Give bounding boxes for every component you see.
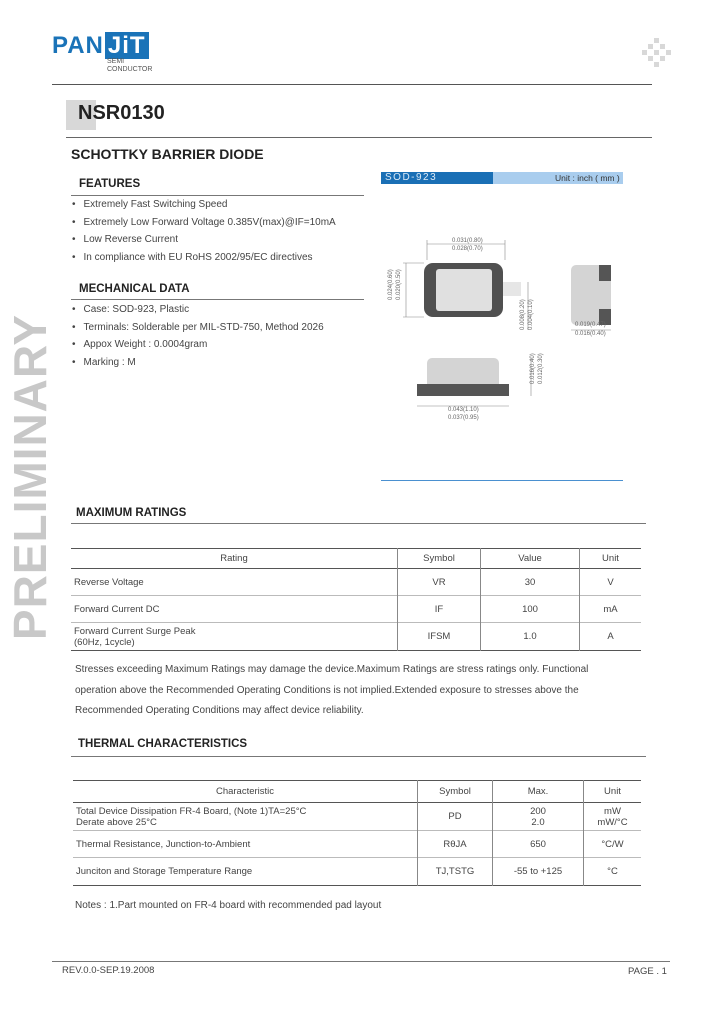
rating-line1: Forward Current Surge Peak bbox=[74, 625, 196, 637]
package-outline-drawing bbox=[381, 230, 626, 430]
max-ratings-rule bbox=[71, 523, 646, 524]
dim-side-a: 0.019(0.47) bbox=[575, 322, 606, 328]
table-row bbox=[71, 596, 641, 623]
unit-line1: mW bbox=[604, 805, 621, 817]
footer-divider bbox=[52, 961, 670, 962]
stress-note-line: operation above the Recommended Operating Conditions is not implied.Extended exposure to stresses above the bbox=[75, 684, 579, 696]
cell-unit: mA bbox=[603, 603, 618, 615]
part-number: NSR0130 bbox=[78, 102, 165, 124]
cell-rating bbox=[71, 623, 398, 651]
thermal-table bbox=[73, 780, 641, 886]
mechanical-list bbox=[72, 304, 324, 374]
cell-value: 1.0 bbox=[481, 623, 580, 651]
cell-unit: A bbox=[607, 631, 614, 642]
stress-note-line: Recommended Operating Conditions may affect device reliability. bbox=[75, 705, 364, 716]
char-line2: Derate above 25°C bbox=[76, 816, 157, 828]
cell-unit: °C bbox=[607, 866, 618, 877]
cell-max: -55 to +125 bbox=[493, 858, 584, 886]
list-item: • In compliance with EU RoHS 2002/95/EC directives bbox=[72, 252, 336, 270]
list-item: • Appox Weight : 0.0004gram bbox=[72, 339, 324, 357]
package-name: SOD-923 bbox=[381, 172, 493, 184]
logo-pan: PAN bbox=[52, 32, 104, 59]
table-row bbox=[73, 803, 641, 831]
company-logo bbox=[52, 32, 149, 60]
cell-value: 30 bbox=[481, 569, 580, 596]
dim-top-width2: 0.028(0.70) bbox=[452, 246, 483, 252]
device-type-title: SCHOTTKY BARRIER DIODE bbox=[71, 146, 264, 162]
unit-line2: mW/°C bbox=[597, 816, 628, 828]
max-ratings-heading: MAXIMUM RATINGS bbox=[76, 507, 187, 519]
header-symbol: Symbol bbox=[398, 549, 481, 569]
cell-symbol: TJ,TSTG bbox=[418, 858, 493, 886]
notes: Notes : 1.Part mounted on FR-4 board with recommended pad layout bbox=[75, 900, 382, 911]
thermal-heading: THERMAL CHARACTERISTICS bbox=[78, 738, 248, 750]
max-line1: 200 bbox=[530, 805, 546, 817]
list-item: • Extremely Fast Switching Speed bbox=[72, 199, 336, 217]
cell-unit: °C/W bbox=[601, 838, 624, 850]
list-item: • Extremely Low Forward Voltage 0.385V(max)@IF=10mA bbox=[72, 217, 336, 235]
header-symbol: Symbol bbox=[418, 781, 493, 803]
cell-symbol: PD bbox=[418, 803, 493, 831]
corner-dots-decoration bbox=[642, 38, 672, 68]
dim-height-b: 0.020(0.50) bbox=[396, 269, 402, 300]
package-bottom-rule bbox=[381, 480, 623, 481]
features-list bbox=[72, 199, 336, 269]
table-row bbox=[73, 831, 641, 858]
revision-label: REV.0.0-SEP.19.2008 bbox=[62, 965, 155, 976]
header-divider bbox=[52, 84, 652, 85]
max-line2: 2.0 bbox=[531, 816, 545, 828]
header-characteristic: Characteristic bbox=[73, 781, 418, 803]
dim-pad-a: 0.008(0.20) bbox=[520, 299, 526, 330]
table-header-row bbox=[73, 781, 641, 803]
stress-note bbox=[75, 660, 645, 722]
package-unit: Unit : inch ( mm ) bbox=[555, 173, 620, 183]
logo-jit: JiT bbox=[105, 32, 149, 59]
thermal-rule bbox=[71, 756, 646, 757]
mechanical-rule bbox=[71, 299, 364, 300]
dim-len-b: 0.037(0.95) bbox=[448, 415, 479, 421]
table-row bbox=[71, 569, 641, 596]
cell-value: 100 bbox=[481, 596, 580, 623]
cell-max bbox=[493, 803, 584, 831]
cell-rating: Reverse Voltage bbox=[71, 569, 398, 596]
table-row bbox=[73, 858, 641, 886]
cell-unit: V bbox=[607, 576, 614, 588]
table-header-row bbox=[71, 549, 641, 569]
features-rule bbox=[71, 195, 364, 196]
header-max: Max. bbox=[493, 781, 584, 803]
header-value: Value bbox=[481, 549, 580, 569]
rating-line2: (60Hz, 1cycle) bbox=[74, 636, 135, 648]
list-item: • Terminals: Solderable per MIL-STD-750, Method 2026 bbox=[72, 322, 324, 340]
list-item: • Marking : M bbox=[72, 357, 324, 375]
char-line1: Total Device Dissipation FR-4 Board, (Note 1)TA=25°C bbox=[76, 805, 307, 817]
dim-len-a: 0.043(1.10) bbox=[448, 407, 479, 413]
cell-symbol: IFSM bbox=[398, 623, 481, 651]
dim-pad-b: 0.004(0.10) bbox=[528, 299, 534, 330]
cell-symbol: VR bbox=[398, 569, 481, 596]
header-rating: Rating bbox=[71, 549, 398, 569]
header-unit: Unit bbox=[602, 553, 619, 564]
preliminary-watermark: PRELIMINARY bbox=[4, 313, 56, 641]
logo-semi: SEMI bbox=[107, 58, 125, 65]
dim-height-a: 0.024(0.60) bbox=[388, 269, 394, 300]
dim-top-width: 0.031(0.80) bbox=[452, 238, 483, 244]
cell-unit bbox=[584, 803, 642, 831]
page-number: PAGE . 1 bbox=[628, 966, 667, 977]
dim-thick-b: 0.012(0.30) bbox=[538, 353, 544, 384]
cell-rating: Forward Current DC bbox=[71, 596, 398, 623]
cell-characteristic: Junciton and Storage Temperature Range bbox=[73, 858, 418, 886]
cell-characteristic: Thermal Resistance, Junction-to-Ambient bbox=[73, 831, 418, 858]
dim-side-b: 0.016(0.40) bbox=[575, 331, 606, 337]
table-row bbox=[71, 623, 641, 651]
mechanical-heading: MECHANICAL DATA bbox=[79, 283, 190, 295]
list-item: • Case: SOD-923, Plastic bbox=[72, 304, 324, 322]
list-item: • Low Reverse Current bbox=[72, 234, 336, 252]
features-heading: FEATURES bbox=[79, 178, 141, 190]
cell-characteristic bbox=[73, 803, 418, 831]
cell-max: 650 bbox=[493, 831, 584, 858]
logo-conductor: CONDUCTOR bbox=[107, 66, 153, 73]
title-divider bbox=[66, 137, 652, 138]
cell-symbol: RθJA bbox=[418, 831, 493, 858]
cell-symbol: IF bbox=[398, 596, 481, 623]
dim-thick-a: 0.016(0.40) bbox=[530, 353, 536, 384]
header-unit: Unit bbox=[604, 786, 621, 797]
stress-note-line: Stresses exceeding Maximum Ratings may damage the device.Maximum Ratings are stress ratings only. Functional bbox=[75, 664, 589, 675]
max-ratings-table bbox=[71, 548, 641, 651]
